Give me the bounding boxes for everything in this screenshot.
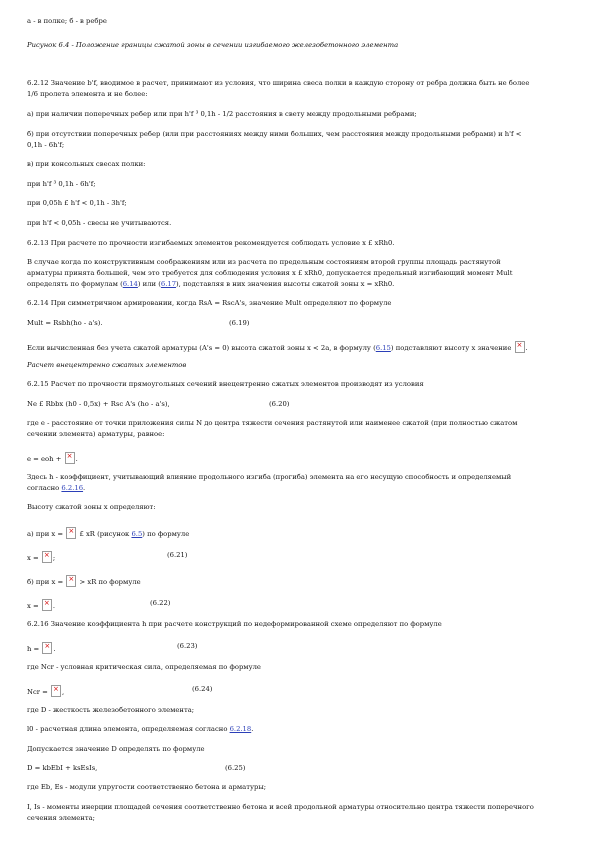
equation-number: (6.22): [150, 599, 171, 607]
paragraph-6-2-13: 6.2.13 При расчете по прочности изгибаемых элементов рекомендуется соблюдать условие x £ xRh0.: [27, 239, 395, 247]
equation-6-24: Ncr = × , (6.24): [27, 685, 572, 697]
list-item-b: б) при отсутствии поперечных ребер (или при расстояниях между ними больших, чем расстояния между продольными ребрами) и h'f <: [27, 130, 522, 138]
figure-legend: а - в полке; б - в ребре: [27, 17, 107, 25]
equation-number: (6.24): [192, 685, 213, 693]
equation-e: e = eoh + × .: [27, 452, 572, 464]
section-link-6-2-18[interactable]: 6.2.18: [229, 725, 252, 733]
paragraph-6-2-16: 6.2.16 Значение коэффициента h при расчете конструкций по недеформированной схеме определяют по формуле: [27, 620, 442, 628]
equation-6-21: x = × ; (6.21): [27, 551, 572, 563]
list-item-c: в) при консольных свесах полки:: [27, 160, 146, 168]
broken-image-icon: [42, 551, 52, 563]
formula-link-6-14[interactable]: 6.14: [122, 280, 138, 288]
equation-number: (6.23): [177, 642, 198, 650]
equation-6-19: [27, 319, 572, 328]
paragraph-cases-3: [27, 280, 572, 289]
text-segment: .: [83, 484, 86, 492]
paragraph-allow: Допускается значение D определять по формуле: [27, 745, 205, 753]
paragraph-where-e-1: где е - расстояние от точки приложения силы N до центра тяжести сечения растянутой или наименее сжатой (при полностью сжатом: [27, 419, 518, 427]
text-segment: ) по формуле: [142, 530, 190, 538]
paragraph-height: Высоту сжатой зоны х определяют:: [27, 503, 156, 511]
paragraph-6-2-15: 6.2.15 Расчет по прочности прямоугольных сечений внецентренно сжатых элементов производят из условия: [27, 380, 424, 388]
section-link-6-2-16[interactable]: 6.2.16: [61, 484, 84, 492]
list-item-b-cont: 0,1h - 6h'f;: [27, 141, 65, 149]
equation-number: (6.19): [229, 319, 250, 327]
paragraph-cases-1: В случае когда по конструктивным соображениям или из расчета по предельным состояниям второй группы площадь растянутой: [27, 258, 501, 266]
equation-body: x =: [27, 602, 39, 610]
broken-image-icon: [42, 642, 52, 654]
paragraph-Eb-Es: где Eb, Es - модули упругости соответственно бетона и арматуры;: [27, 783, 267, 791]
broken-image-icon: [65, 452, 75, 464]
text-segment: а) при x =: [27, 530, 64, 538]
broken-image-icon: [51, 685, 61, 697]
text-segment: £ xR (рисунок: [79, 530, 132, 538]
equation-number: (6.20): [269, 400, 290, 408]
broken-image-icon: [66, 527, 76, 539]
text-segment: ), подставляя в них значения высоты сжатой зоны x = xRh0.: [176, 280, 395, 288]
case-a: [27, 527, 572, 539]
paragraph-D: где D - жесткость железобетонного элемента;: [27, 706, 195, 714]
equation-body: x =: [27, 554, 39, 562]
equation-body: e = eoh +: [27, 455, 62, 463]
paragraph-where-e-2: сечении элемента) арматуры, равное:: [27, 430, 165, 438]
paragraph-I-2: сечения элемента;: [27, 814, 95, 822]
text-segment: > xR по формуле: [79, 578, 141, 586]
condition-2: при 0,05h £ h'f < 0,1h - 3h'f;: [27, 199, 127, 207]
equation-body: D = kbEbI + ksEsIs,: [27, 764, 98, 772]
broken-image-icon: [66, 575, 76, 587]
equation-6-20: [27, 400, 572, 409]
text-line: 6.2.12 Значение b'f, вводимое в расчет, принимают из условия, что ширина свеса полки в каждую сторону от ребра должна быть не более: [27, 79, 530, 87]
broken-image-icon: [42, 599, 52, 611]
text-segment: Если вычисленная без учета сжатой арматуры (A's = 0) высота сжатой зоны x < 2a, в формулу (: [27, 344, 376, 352]
text-segment: ) или (: [137, 280, 161, 288]
equation-body: Mult = Rsbh(ho - a's).: [27, 319, 103, 327]
paragraph-6-2-12-cont: 1/6 пролета элемента и не более:: [27, 90, 148, 98]
paragraph-here-h-1: Здесь h - коэффициент, учитывающий влияние продольного изгиба (прогиба) элемента на его несущую способность и определяемый: [27, 473, 512, 481]
equation-number: (6.25): [225, 764, 246, 772]
paragraph-here-h-2: [27, 484, 572, 493]
formula-link-6-15[interactable]: 6.15: [375, 344, 391, 352]
equation-body: h =: [27, 645, 40, 653]
condition-3: при h'f < 0,05h - свесы не учитываются.: [27, 219, 172, 227]
text-segment: определять по формулам (: [27, 280, 123, 288]
paragraph-ncr: где Ncr - условная критическая сила, определяемая по формуле: [27, 663, 261, 671]
case-b: [27, 575, 572, 587]
equation-number: (6.21): [167, 551, 188, 559]
subheading-eccentric: Расчет внецентренно сжатых элементов: [27, 361, 187, 369]
text-segment: l0 - расчетная длина элемента, определяемая согласно: [27, 725, 230, 733]
text-segment: .: [251, 725, 254, 733]
formula-link-6-17[interactable]: 6.17: [160, 280, 177, 288]
list-item-a: а) при наличии поперечных ребер или при h'f ³ 0,1h - 1/2 расстояния в свету между продольными ребрами;: [27, 110, 417, 118]
paragraph-I-1: I, Is - моменты инерции площадей сечения соответственно бетона и всей продольной арматуры относительно центра тяжести поперечного: [27, 803, 534, 811]
paragraph-l0: [27, 725, 572, 734]
paragraph-if-calc: Если вычисленная без учета сжатой арматуры (A's = 0) высота сжатой зоны x < 2a, в формулу (6.15) подставляют высоту x значение × .: [27, 341, 572, 353]
paragraph-6-2-14: 6.2.14 При симметричном армировании, когда RsA = RscA's, значение Mult определяют по формуле: [27, 299, 392, 307]
text-segment: б) при x =: [27, 578, 64, 586]
paragraph-cases-2: арматуры принята большей, чем это требуется для соблюдения условия x £ xRh0, допускается предельный изгибающий момент Mult: [27, 269, 513, 277]
equation-6-22: x = × . (6.22): [27, 599, 572, 611]
broken-image-icon: [515, 341, 525, 353]
equation-6-23: h = × . (6.23): [27, 642, 572, 654]
text-segment: ) подставляют высоту x значение: [390, 344, 512, 352]
figure-link-6-5[interactable]: 6.5: [131, 530, 143, 538]
equation-6-25: [27, 764, 572, 773]
paragraph-6-2-12: [27, 79, 572, 88]
figure-caption: Рисунок 6.4 - Положение границы сжатой зоны в сечении изгибаемого железобетонного элемента: [27, 41, 399, 49]
equation-body: Ne £ Rbbx (h0 - 0,5x) + Rsc A's (ho - a's),: [27, 400, 170, 408]
text-segment: согласно: [27, 484, 62, 492]
condition-1: при h'f ³ 0,1h - 6h'f;: [27, 180, 96, 188]
equation-body: Ncr =: [27, 688, 48, 696]
